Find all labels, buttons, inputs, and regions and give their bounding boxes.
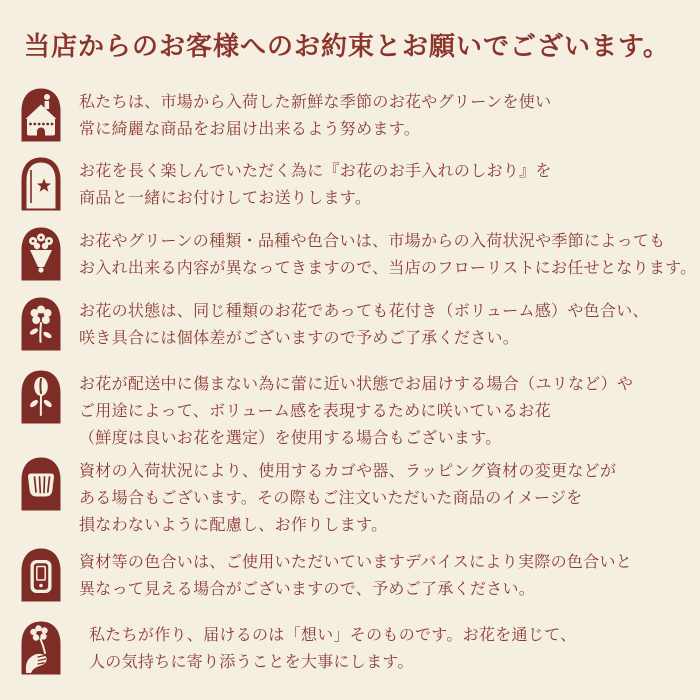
promise-item-text	[79, 228, 696, 282]
promise-item-line: 商品と一緒にお付けしてお送りします。	[79, 190, 372, 207]
promise-item-line: （鮮度は良いお花を選定）を使用する場合もございます。	[79, 430, 502, 447]
promise-item-text	[89, 622, 576, 676]
promise-item-line: 損なわないように配慮し、お作りします。	[79, 517, 388, 534]
promise-item-text	[79, 89, 551, 143]
promise-item-line: 常に綺麗な商品をお届け出来るよう努めます。	[79, 121, 421, 138]
promise-item	[20, 297, 649, 352]
promise-item-line: 咲き具合には個体差がございますので予めご了承ください。	[79, 330, 520, 347]
hand-flower-icon	[20, 621, 62, 675]
promise-item-line: お花を長く楽しんでいただく為に『お花のお手入れのしおり』を	[79, 163, 552, 180]
promise-item-line: お花が配送中に傷まない為に蕾に近い状態でお届けする場合（ユリなど）や	[79, 376, 634, 393]
house-icon	[20, 88, 62, 142]
bouquet-icon	[20, 227, 62, 281]
care-leaflet-icon	[20, 157, 62, 211]
promise-item-text	[79, 549, 632, 603]
promise-item-line: お花やグリーンの種類・品種や色合いは、市場からの入荷状況や季節によっても	[79, 233, 666, 250]
promise-item-line: 資材等の色合いは、ご使用いただいていますデバイスにより実際の色合いと	[79, 554, 633, 571]
promise-item-text	[79, 158, 552, 212]
promise-item-text	[79, 458, 616, 539]
tulip-bud-icon	[20, 370, 62, 424]
promise-item-line: ご用途によって、ボリューム感を表現するために咲いているお花	[79, 403, 551, 420]
promise-item	[20, 621, 576, 676]
promise-item-line: お花の状態は、同じ種類のお花であっても花付き（ボリューム感）や色合い、	[79, 303, 649, 320]
smartphone-icon	[20, 548, 62, 602]
page-title: 当店からのお客様へのお約束とお願いでございます。	[24, 31, 670, 61]
promise-item	[20, 370, 633, 452]
promise-item-text	[79, 298, 649, 352]
promise-item-line: 私たちが作り、届けるのは「想い」そのものです。お花を通じて、	[89, 627, 577, 644]
promise-item	[20, 227, 696, 282]
promise-item	[20, 88, 551, 143]
promise-item-line: お入れ出来る内容が異なってきますので、当店のフローリストにお任せとなります。	[79, 260, 697, 277]
promise-item-line: 資材の入荷状況により、使用するカゴや器、ラッピング資材の変更などが	[79, 463, 617, 480]
promise-item-line: 私たちは、市場から入荷した新鮮な季節のお花やグリーンを使い	[79, 94, 552, 111]
basket-icon	[20, 457, 62, 511]
promise-item	[20, 157, 552, 212]
flower-icon	[20, 297, 62, 351]
promise-item	[20, 548, 632, 603]
promise-item-line: ある場合もございます。その際もご注文いただいた商品のイメージを	[79, 490, 583, 507]
promise-item-text	[79, 371, 633, 452]
promise-item-line: 人の気持ちに寄り添うことを大事にします。	[89, 654, 414, 671]
promise-item	[20, 457, 616, 539]
promise-item-line: 異なって見える場合がございますので、予めご了承ください。	[79, 581, 536, 598]
